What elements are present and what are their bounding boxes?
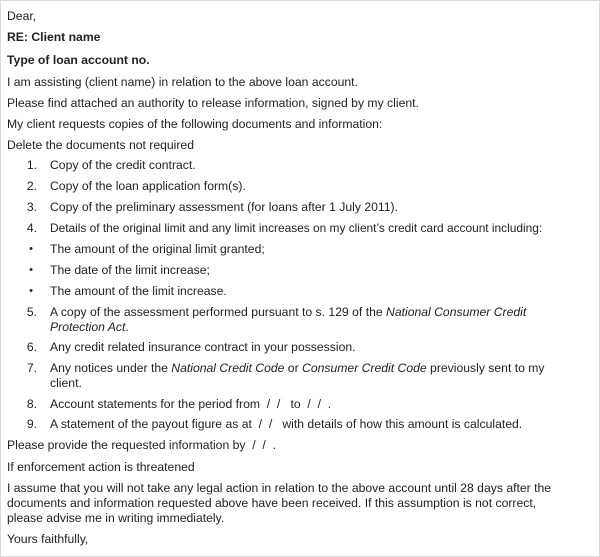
item-number: 6. <box>26 340 37 354</box>
bullet-icon: • <box>29 285 33 297</box>
list-item: Any credit related insurance contract in your possession. <box>50 340 356 354</box>
type-line: Type of loan account no. <box>7 53 150 67</box>
list-item: A statement of the payout figure as at / / with details of how this amount is calculated. <box>50 417 523 431</box>
paragraph-authority: Please find attached an authority to release information, signed by my client. <box>7 96 419 110</box>
re-line: RE: Client name <box>7 30 101 44</box>
item-number: 2. <box>26 179 37 193</box>
list-item: A copy of the assessment performed pursuant to s. 129 of the National Consumer Credit <box>50 305 527 319</box>
item-number: 7. <box>26 361 37 375</box>
item-number: 1. <box>26 158 37 172</box>
bullet-item: The date of the limit increase; <box>50 263 210 277</box>
item-number: 8. <box>26 397 37 411</box>
list-item: Details of the original limit and any limit increases on my client’s credit card account including: <box>50 221 543 235</box>
paragraph-delete: Delete the documents not required <box>7 138 194 152</box>
paragraph-assisting: I am assisting (client name) in relation to the above loan account. <box>7 75 358 89</box>
paragraph-requests: My client requests copies of the following documents and information: <box>7 117 383 131</box>
item-number: 4. <box>26 221 37 235</box>
list-item-continuation: Protection Act. <box>50 320 129 334</box>
list-item: Copy of the preliminary assessment (for loans after 1 July 2011). <box>50 200 398 214</box>
list-item: Any notices under the National Credit Code or Consumer Credit Code previously sent to my <box>50 361 545 375</box>
paragraph-assumption-line3: please advise me in writing immediately. <box>7 511 225 525</box>
item-number: 5. <box>26 305 37 319</box>
list-item: Copy of the loan application form(s). <box>50 179 246 193</box>
bullet-item: The amount of the limit increase. <box>50 284 227 298</box>
paragraph-deadline: Please provide the requested information by / / . <box>7 438 276 452</box>
bullet-icon: • <box>29 243 33 255</box>
item-number: 3. <box>26 200 37 214</box>
paragraph-enforcement: If enforcement action is threatened <box>7 460 195 474</box>
closing: Yours faithfully, <box>7 532 89 546</box>
list-item: Copy of the credit contract. <box>50 158 196 172</box>
salutation: Dear, <box>7 9 37 23</box>
bullet-icon: • <box>29 264 33 276</box>
list-item-continuation: client. <box>50 376 82 390</box>
paragraph-assumption-line1: I assume that you will not take any legal action in relation to the above account until 28 days after the <box>7 481 552 495</box>
bullet-item: The amount of the original limit granted; <box>50 242 265 256</box>
paragraph-assumption-line2: documents and information requested above have been received. If this assumption is not correct, <box>7 496 537 510</box>
item-number: 9. <box>26 417 37 431</box>
list-item: Account statements for the period from / / to / / . <box>50 397 332 411</box>
